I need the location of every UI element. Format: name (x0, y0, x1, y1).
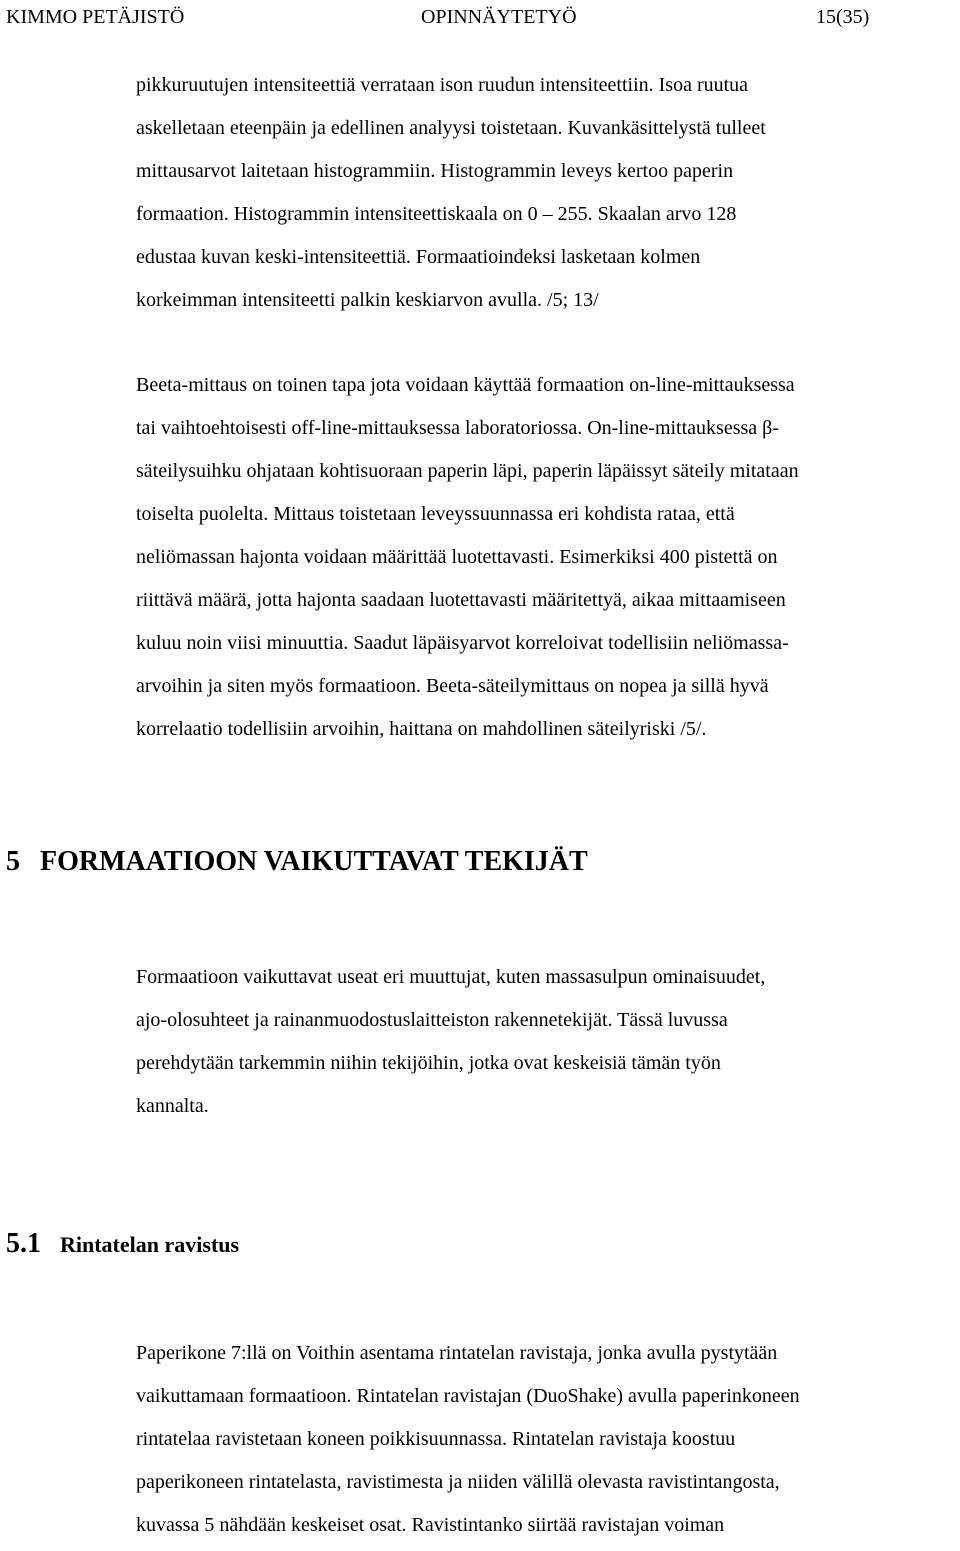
text-line: toiselta puolelta. Mittaus toistetaan leveyssuunnassa eri kohdista rataa, että (136, 503, 735, 525)
text-line: pikkuruutujen intensiteettiä verrataan ison ruudun intensiteettiin. Isoa ruutua (136, 74, 749, 96)
text-line: riittävä määrä, jotta hajonta saadaan luotettavasti määritettyä, aikaa mittaamiseen (136, 589, 786, 611)
header-document-type: OPINNÄYTETYÖ (421, 6, 577, 28)
text-line: kannalta. (136, 1095, 209, 1117)
text-line: Formaatioon vaikuttavat useat eri muuttujat, kuten massasulpun ominaisuudet, (136, 966, 766, 988)
text-line: Beeta-mittaus on toinen tapa jota voidaan käyttää formaation on-line-mittauksessa (136, 374, 795, 396)
text-line: edustaa kuvan keski-intensiteettiä. Formaatioindeksi lasketaan kolmen (136, 246, 701, 268)
chapter-number: 5 (6, 846, 20, 877)
text-line: ajo-olosuhteet ja rainanmuodostuslaitteiston rakennetekijät. Tässä luvussa (136, 1009, 728, 1031)
text-line: rintatelaa ravistetaan koneen poikkisuunnassa. Rintatelan ravistaja koostuu (136, 1428, 736, 1450)
text-line: askelletaan eteenpäin ja edellinen analyysi toistetaan. Kuvankäsittelystä tulleet (136, 117, 766, 139)
text-line: korkeimman intensiteetti palkin keskiarvon avulla. /5; 13/ (136, 289, 599, 311)
chapter-title: FORMAATIOON VAIKUTTAVAT TEKIJÄT (40, 846, 588, 877)
text-line: tai vaihtoehtoisesti off-line-mittauksessa laboratoriossa. On-line-mittauksessa β- (136, 417, 779, 439)
text-line: kuluu noin viisi minuuttia. Saadut läpäisyarvot korreloivat todellisiin neliömassa- (136, 632, 789, 654)
text-line: paperikoneen rintatelasta, ravistimesta ja niiden välillä olevasta ravistintangosta, (136, 1471, 780, 1493)
text-line: mittausarvot laitetaan histogrammiin. Histogrammin leveys kertoo paperin (136, 160, 734, 182)
paragraph-beta-measurement (136, 368, 799, 755)
chapter-heading (6, 842, 588, 882)
section-title: Rintatelan ravistus (60, 1232, 240, 1257)
paragraph-formation-index (136, 68, 766, 326)
text-line: vaikuttamaan formaatioon. Rintatelan ravistajan (DuoShake) avulla paperinkoneen (136, 1385, 800, 1407)
text-line: neliömassan hajonta voidaan määrittää luotettavasti. Esimerkiksi 400 pistettä on (136, 546, 778, 568)
text-line: kuvassa 5 nähdään keskeiset osat. Ravistintanko siirtää ravistajan voiman (136, 1514, 725, 1536)
text-line: formaation. Histogrammin intensiteettiskaala on 0 – 255. Skaalan arvo 128 (136, 203, 737, 225)
text-line: Paperikone 7:llä on Voithin asentama rintatelan ravistaja, jonka avulla pystytään (136, 1342, 778, 1364)
header-page-number: 15(35) (816, 6, 870, 28)
text-line: säteilysuihku ohjataan kohtisuoraan paperin läpi, paperin läpäissyt säteily mitataan (136, 460, 799, 482)
paragraph-breast-roll-shaker (136, 1336, 800, 1551)
section-number: 5.1 (6, 1228, 41, 1259)
page-header (6, 4, 946, 30)
header-author: KIMMO PETÄJISTÖ (6, 6, 185, 28)
text-line: korrelaatio todellisiin arvoihin, haittana on mahdollinen säteilyriski /5/. (136, 718, 707, 740)
text-line: perehdytään tarkemmin niihin tekijöihin, jotka ovat keskeisiä tämän työn (136, 1052, 721, 1074)
section-heading (6, 1226, 239, 1263)
text-line: arvoihin ja siten myös formaatioon. Beeta-säteilymittaus on nopea ja sillä hyvä (136, 675, 769, 697)
paragraph-chapter-intro (136, 960, 765, 1132)
